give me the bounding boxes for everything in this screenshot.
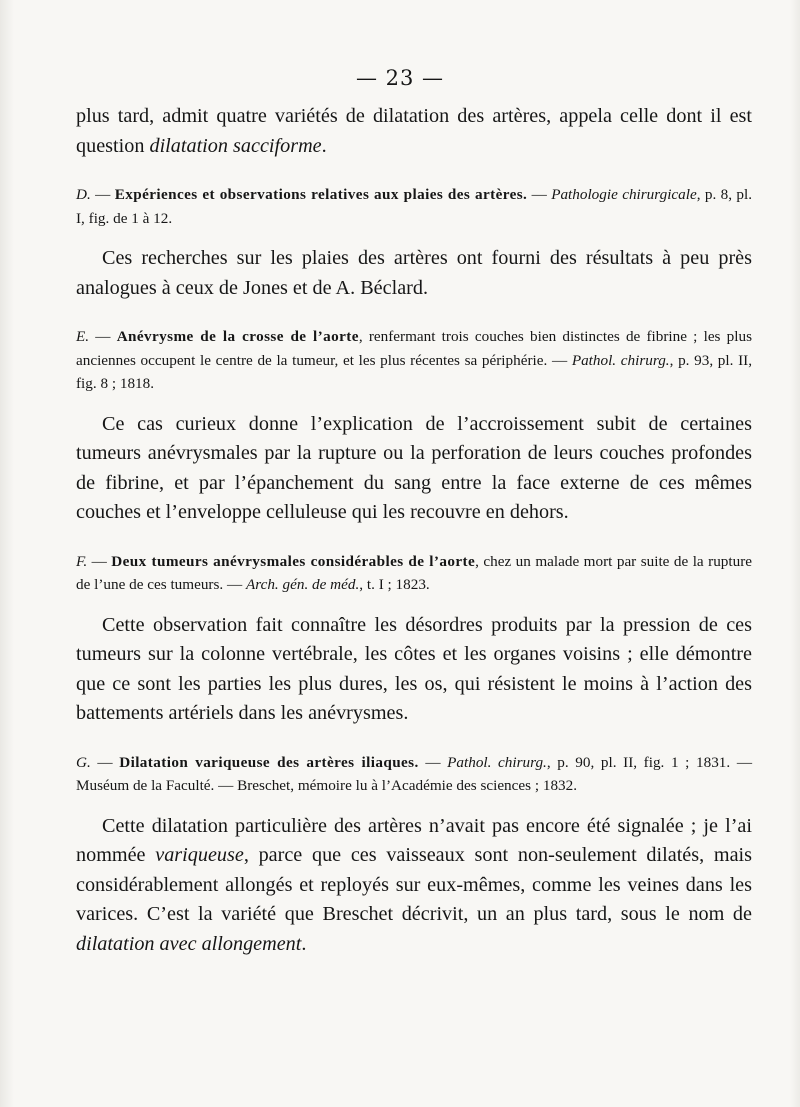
- entry-reference: Pathol. chirurg.: [571, 351, 670, 369]
- page-content: [76, 102, 752, 959]
- entry-reference-detail: , t. I ; 1823.: [359, 576, 430, 593]
- entry-comment-term: variqueuse: [155, 844, 244, 866]
- entry-e-heading: [76, 325, 752, 396]
- entry-comment: Cette dilatation particulière des artères n’avait pas encore été signalée ; je l’ai nommée: [76, 814, 752, 866]
- entry-reference: Pathologie chirurgicale: [551, 186, 697, 203]
- intro-paragraph: [76, 102, 752, 161]
- page-number: — 23 —: [355, 66, 445, 90]
- entry-reference-detail: , p. 8, pl. I, fig. de 1 à 12.: [76, 186, 753, 227]
- entry-dash: —: [89, 328, 117, 345]
- entry-reference: Arch. gén. de méd.: [245, 576, 360, 593]
- entry-title: Deux tumeurs anévrysmales considérables de l’aorte: [111, 552, 476, 570]
- entry-letter: F.: [76, 552, 88, 570]
- entry-letter: G.: [76, 753, 91, 771]
- entry-d-heading: [76, 183, 752, 230]
- entry-description: , chez un malade mort par suite de la rupture de l’une de ces tumeurs. —: [76, 552, 752, 593]
- entry-comment: , parce que ces vaisseaux sont non-seulement dilatés, mais considérablement allongés et reployés sur eux-mêmes, comme les veines dans les varices. C’est la variété que Breschet décrivit, un an plus tard, sous le nom de: [76, 844, 753, 925]
- intro-text: plus tard, admit quatre variétés de dilatation des artères, appela celle dont il est question: [76, 105, 752, 157]
- entry-e-comment: [76, 410, 752, 528]
- entry-title: Dilatation variqueuse des artères iliaques.: [119, 753, 419, 771]
- entry-comment-term: dilatation avec allongement: [76, 932, 302, 955]
- entry-title: Expériences et observations relatives aux plaies des artères.: [114, 186, 528, 203]
- entry-reference: Pathol. chirurg.: [447, 753, 547, 771]
- entry-letter: D.: [76, 186, 91, 203]
- entry-g-comment: [76, 812, 752, 960]
- entry-description: , renfermant trois couches bien distinctes de fibrine ; les plus anciennes occupent le centre de la tumeur, et les plus récentes sa périphérie. —: [76, 328, 752, 369]
- entry-f-heading: [76, 550, 752, 597]
- entry-reference-detail: , p. 90, pl. II, fig. 1 ; 1831. — Muséum de la Faculté. — Breschet, mémoire lu à l’Académie des sciences ; 1832.: [76, 753, 753, 794]
- intro-end: .: [321, 134, 327, 157]
- entry-dash: —: [90, 186, 115, 203]
- entry-description: —: [418, 753, 448, 771]
- entry-dash: —: [87, 552, 112, 570]
- entry-g-heading: [76, 751, 752, 798]
- entry-dash: —: [90, 753, 120, 771]
- intro-term: dilatation sacciforme: [149, 134, 322, 157]
- entry-d-comment: [76, 244, 752, 303]
- entry-title: Anévrysme de la crosse de l’aorte: [116, 328, 359, 345]
- entry-comment: Ces recherches sur les plaies des artères ont fourni des résultats à peu près analogues à ceux de Jones et de A. Béclard.: [76, 247, 752, 299]
- entry-comment: Ce cas curieux donne l’explication de l’accroissement subit de certaines tumeurs anévrysmales par la rupture ou la perforation de leurs couches profondes de fibrine, et par l’épanchement du sang entre la face externe de ces mêmes couches et l’enveloppe celluleuse qui les recouvre en dehors.: [76, 412, 752, 523]
- entry-letter: E.: [76, 328, 90, 345]
- entry-dash: —: [527, 186, 552, 203]
- entry-f-comment: [76, 611, 752, 729]
- entry-comment-end: .: [301, 932, 307, 955]
- entry-reference-detail: , p. 93, pl. II, fig. 8 ; 1818.: [76, 351, 752, 392]
- entry-comment: Cette observation fait connaître les désordres produits par la pression de ces tumeurs sur la colonne vertébrale, les côtes et les organes voisins ; elle démontre que ce sont les parties les plus dures, les os, qui résistent le moins à l’action des battements artériels dans les anévrysmes.: [76, 613, 752, 724]
